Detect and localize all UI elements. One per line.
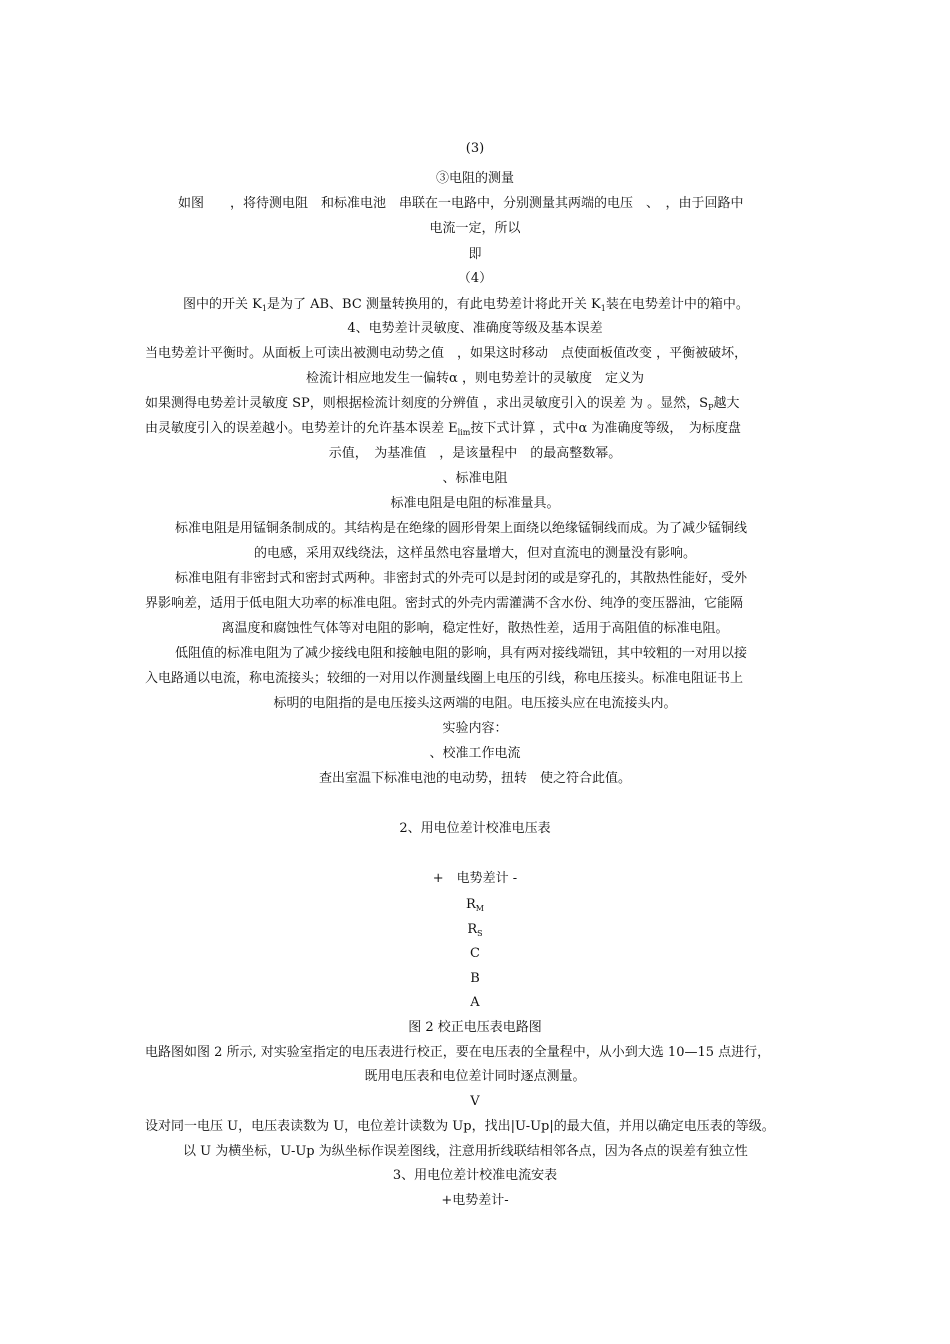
section-heading-calibrate-current: 、校准工作电流 (429, 746, 521, 761)
paragraph-standard-3-line1: 标准电阻有非密封式和密封式两种。非密封式的外壳可以是封闭的或是穿孔的，其散热性能好，受外 (175, 571, 748, 586)
paragraph-sensitivity-line5: 示值， 为基准值 ，是该量程中 的最高整数幂。 (328, 446, 622, 461)
switch-subscript-2: 1 (600, 304, 606, 313)
paragraph-standard-4-line1: 低阻值的标准电阻为了减少接线电阻和接触电阻的影响，具有两对接线端钮，其中较粗的一对用以接 (175, 646, 748, 661)
section-heading-4: 4、电势差计灵敏度、准确度等级及基本误差 (347, 321, 603, 336)
figure2-rm-letter: R (466, 897, 476, 912)
figure2-rs-letter: R (467, 922, 478, 937)
section-heading-2: 2、用电位差计校准电压表 (399, 821, 551, 836)
paragraph-voltmeter-line4: 以 U 为横坐标，U-Up 为纵坐标作误差图线，注意用折线联结相邻各点，因为各点的误差有独立性 (183, 1144, 748, 1159)
figure3-potentiometer-label: +电势差计- (441, 1193, 509, 1208)
section-heading-3: 3、用电位差计校准电流安表 (392, 1168, 558, 1183)
error-text-1: 由灵敏度引入的误差越小。电势差计的允许基本误差 E (145, 421, 458, 436)
sensitivity-text-1: 如果测得电势差计灵敏度 SP，则根据检流计刻度的分辨值 ，求出灵敏度引入的误差 为 。显然，S (145, 396, 709, 411)
error-text-2: 按下式计算 ，式中α 为准确度等级， 为标度盘 (470, 421, 741, 436)
paragraph-standard-3-line3: 离温度和腐蚀性气体等对电阻的影响，稳定性好，散热性差，适用于高阻值的标准电阻。 (221, 621, 729, 636)
paragraph-standard-2-line2: 的电感，采用双线绕法，这样虽然电容量增大，但对直流电的测量没有影响。 (253, 546, 696, 561)
figure2-caption: 图 2 校正电压表电路图 (408, 1020, 542, 1035)
paragraph-sensitivity-line3 (145, 395, 740, 417)
figure2-label-c: C (470, 946, 480, 961)
paragraph-standard-1: 标准电阻是电阻的标准量具。 (390, 496, 560, 511)
paragraph-voltmeter-line2: 既用电压表和电位差计同时逐点测量。 (364, 1069, 586, 1084)
figure2-label-rs (0, 921, 950, 943)
paragraph-sensitivity-line2: 检流计相应地发生一偏转α ，则电势差计的灵敏度 定义为 (306, 371, 644, 386)
figure2-label-a: A (470, 995, 480, 1010)
section-heading-content: 实验内容： (442, 721, 508, 736)
error-subscript-lim: lim (457, 428, 471, 437)
paragraph-voltmeter-line3: 设对同一电压 U，电压表读数为 U，电位差计读数为 Up，找出|U-Up|的最大值，并用以确定电压表的等级。 (145, 1119, 775, 1134)
sensitivity-text-2: 越大 (713, 396, 740, 411)
paragraph-sensitivity-line4 (145, 420, 741, 442)
switch-text-1: 图中的开关 K (183, 297, 262, 312)
figure2-label-b: B (470, 971, 480, 986)
paragraph-standard-4-line2: 入电路通以电流，称电流接头；较细的一对用以作测量线圈上电压的引线，称电压接头。标准电阻证书上 (145, 671, 744, 686)
paragraph-sensitivity-line1: 当电势差计平衡时。从面板上可读出被测电动势之值 ，如果这时移动 点使面板值改变 ，平衡被破坏， (145, 346, 748, 361)
figure2-potentiometer-label: + 电势差计 - (432, 871, 518, 886)
paragraph-resistance-line2: 电流一定，所以 (429, 221, 521, 236)
figure2-label-rm (0, 896, 950, 918)
figure2-rs-subscript: S (477, 929, 483, 938)
figure-label-v: V (470, 1094, 480, 1109)
paragraph-standard-3-line2: 界影响差，适用于低电阻大功率的标准电阻。密封式的外壳内需灌满不含水份、纯净的变压器油，它能隔 (145, 596, 744, 611)
paragraph-switch (183, 296, 749, 318)
sensitivity-subscript-p: P (708, 403, 714, 412)
equation-number-4: （4） (457, 271, 493, 286)
paragraph-resistance-line3: 即 (468, 247, 482, 262)
paragraph-voltmeter-line1: 电路图如图 2 所示, 对实验室指定的电压表进行校正，要在电压表的全量程中，从小到大选 10—15 点进行， (145, 1045, 771, 1060)
section-heading-standard-resistor: 、标准电阻 (442, 471, 508, 486)
switch-text-3: 装在电势差计中的箱中。 (605, 297, 749, 312)
paragraph-calibrate: 查出室温下标准电池的电动势，扭转 使之符合此值。 (318, 771, 631, 786)
paragraph-standard-2-line1: 标准电阻是用锰铜条制成的。其结构是在绝缘的圆形骨架上面绕以绝缘锰铜线而成。为了减少锰铜线 (175, 521, 748, 536)
switch-subscript-1: 1 (261, 304, 267, 313)
equation-number-3: (3) (465, 141, 485, 156)
figure2-rm-subscript: M (475, 904, 484, 913)
paragraph-standard-4-line3: 标明的电阻指的是电压接头这两端的电阻。电压接头应在电流接头内。 (273, 696, 677, 711)
switch-text-2: 是为了 AB、BC 测量转换用的，有此电势差计将此开关 K (266, 297, 601, 312)
section-heading-resistance-measurement: ③电阻的测量 (435, 171, 514, 186)
paragraph-resistance-line1: 如图 ，将待测电阻 和标准电池 串联在一电路中，分别测量其两端的电压 、 ，由于回路中 (178, 196, 744, 211)
